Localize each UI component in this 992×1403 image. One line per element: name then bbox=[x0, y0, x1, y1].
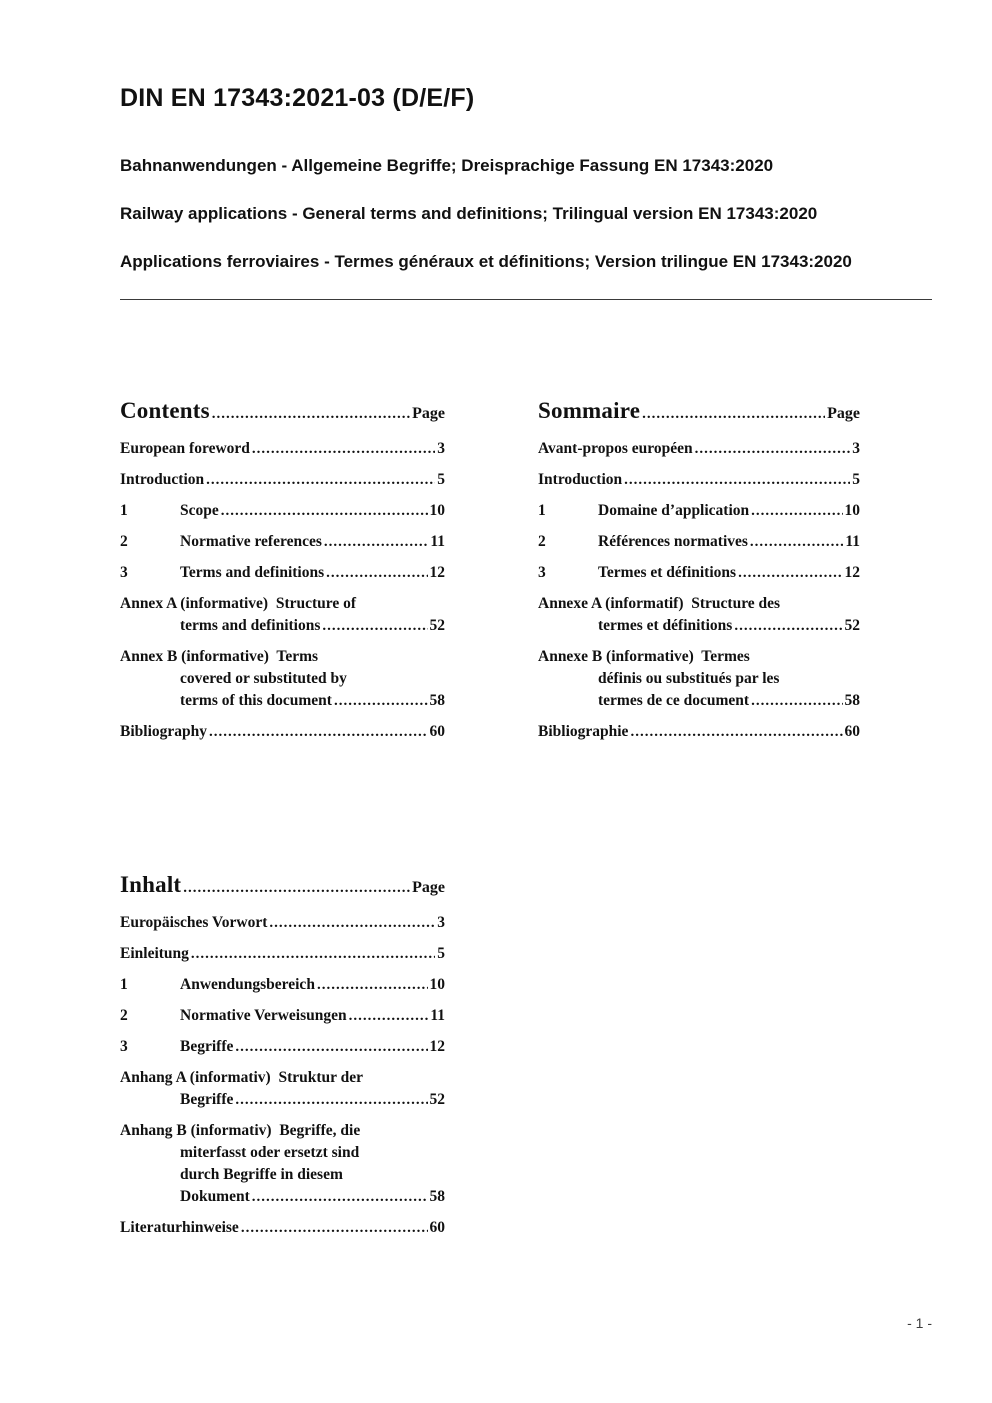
dot-leader bbox=[221, 500, 428, 522]
entry-page: 5 bbox=[852, 471, 860, 488]
toc-entry bbox=[120, 469, 445, 491]
entry-label: miterfasst oder ersetzt sind bbox=[180, 1144, 360, 1161]
entry-number: 1 bbox=[538, 502, 546, 519]
entry-label: Annex B (informative) Terms bbox=[120, 648, 319, 665]
entry-page: 52 bbox=[844, 617, 860, 634]
toc-entry bbox=[120, 1217, 445, 1239]
entry-page: 60 bbox=[429, 723, 445, 740]
toc-entry bbox=[120, 593, 445, 637]
entry-label: Annex A (informative) Structure of bbox=[120, 595, 357, 612]
toc-entry bbox=[538, 469, 860, 491]
dot-leader bbox=[209, 721, 428, 743]
doc-number: DIN EN 17343:2021-03 (D/E/F) bbox=[120, 84, 475, 112]
toc-entry bbox=[538, 593, 860, 637]
entry-number: 1 bbox=[120, 976, 128, 993]
entry-page: 12 bbox=[844, 564, 860, 581]
entry-label: Annexe B (informative) Termes bbox=[538, 648, 750, 665]
toc-title: Contents bbox=[120, 398, 210, 423]
entry-page: 5 bbox=[437, 945, 445, 962]
entry-page: 3 bbox=[852, 440, 860, 457]
dot-leader bbox=[322, 615, 427, 637]
dot-leader bbox=[751, 690, 842, 712]
title-german: Bahnanwendungen - Allgemeine Begriffe; Dreisprachige Fassung EN 17343:2020 bbox=[120, 156, 774, 175]
toc-entry bbox=[120, 1005, 445, 1027]
dot-leader bbox=[738, 562, 842, 584]
entry-page: 60 bbox=[429, 1219, 445, 1236]
toc-entry bbox=[120, 1036, 445, 1058]
toc-entry bbox=[120, 974, 445, 996]
page-column-label: Page bbox=[412, 879, 445, 896]
entry-number: 2 bbox=[538, 533, 546, 550]
toc-entry bbox=[120, 500, 445, 522]
page-footer bbox=[907, 1315, 932, 1331]
toc-entry bbox=[120, 943, 445, 965]
entry-label: termes et définitions bbox=[598, 617, 733, 634]
dot-leader bbox=[349, 1005, 429, 1027]
entry-label: Domaine d’application bbox=[598, 502, 750, 519]
toc-entry bbox=[120, 562, 445, 584]
toc-title: Inhalt bbox=[120, 872, 182, 897]
dot-leader bbox=[235, 1036, 427, 1058]
dot-leader bbox=[324, 531, 428, 553]
entry-page: 10 bbox=[429, 502, 445, 519]
entry-label: Introduction bbox=[120, 471, 205, 488]
toc-inhalt bbox=[120, 872, 445, 1248]
entry-label: Termes et définitions bbox=[598, 564, 737, 581]
page-column-label: Page bbox=[827, 405, 860, 422]
entry-page: 58 bbox=[429, 692, 445, 709]
entry-number: 1 bbox=[120, 502, 128, 519]
dot-leader bbox=[235, 1089, 427, 1111]
toc-header bbox=[120, 872, 445, 898]
toc-entry bbox=[120, 1120, 445, 1208]
entry-page: 12 bbox=[429, 564, 445, 581]
entry-number: 3 bbox=[120, 1038, 128, 1055]
entry-label: Terms and definitions bbox=[180, 564, 325, 581]
entry-page: 10 bbox=[844, 502, 860, 519]
entry-label: termes de ce document bbox=[598, 692, 750, 709]
toc-contents bbox=[120, 398, 445, 752]
toc-entry bbox=[538, 721, 860, 743]
entry-label: European foreword bbox=[120, 440, 250, 457]
entry-page: 60 bbox=[844, 723, 860, 740]
entry-label: terms of this document bbox=[180, 692, 332, 709]
entry-label: Avant-propos européen bbox=[538, 440, 693, 457]
dot-leader bbox=[206, 469, 435, 491]
toc-entry bbox=[120, 721, 445, 743]
dot-leader bbox=[630, 721, 842, 743]
entry-label: Références normatives bbox=[598, 533, 748, 550]
entry-label: Normative references bbox=[180, 533, 322, 550]
entry-page: 12 bbox=[429, 1038, 445, 1055]
entry-label: Bibliographie bbox=[538, 723, 629, 740]
toc-entry bbox=[120, 646, 445, 712]
entry-page: 3 bbox=[437, 440, 445, 457]
toc-entry bbox=[538, 500, 860, 522]
toc-header bbox=[538, 398, 860, 424]
entry-label: Begriffe bbox=[180, 1038, 234, 1055]
entry-label: Einleitung bbox=[120, 945, 189, 962]
toc-entry bbox=[120, 438, 445, 460]
entry-label: définis ou substitués par les bbox=[598, 670, 780, 687]
toc-entry bbox=[538, 438, 860, 460]
page-column-label: Page bbox=[412, 405, 445, 422]
dot-leader bbox=[695, 438, 851, 460]
entry-label: durch Begriffe in diesem bbox=[180, 1166, 343, 1183]
entry-number: 2 bbox=[120, 1007, 128, 1024]
dot-leader bbox=[269, 912, 435, 934]
toc-entry bbox=[120, 531, 445, 553]
toc-entry bbox=[538, 531, 860, 553]
entry-page: 11 bbox=[430, 1007, 445, 1024]
dot-leader bbox=[183, 879, 410, 897]
entry-page: 52 bbox=[429, 617, 445, 634]
entry-label: terms and definitions bbox=[180, 617, 321, 634]
entry-page: 52 bbox=[429, 1091, 445, 1108]
entry-label: Annexe A (informatif) Structure des bbox=[538, 595, 781, 612]
toc-sommaire bbox=[538, 398, 860, 752]
dot-leader bbox=[252, 1186, 428, 1208]
toc-entry bbox=[538, 646, 860, 712]
entry-label: Literaturhinweise bbox=[120, 1219, 239, 1236]
entry-label: Dokument bbox=[180, 1188, 250, 1205]
entry-label: Bibliography bbox=[120, 723, 207, 740]
entry-label: Normative Verweisungen bbox=[180, 1007, 347, 1024]
dot-leader bbox=[252, 438, 435, 460]
dot-leader bbox=[317, 974, 428, 996]
entry-label: covered or substituted by bbox=[180, 670, 347, 687]
toc-entry bbox=[538, 562, 860, 584]
dot-leader bbox=[334, 690, 428, 712]
title-french: Applications ferroviaires - Termes généraux et définitions; Version trilingue EN 17343:2020 bbox=[120, 252, 852, 271]
entry-page: 5 bbox=[437, 471, 445, 488]
dot-leader bbox=[751, 500, 842, 522]
entry-page: 11 bbox=[845, 533, 860, 550]
entry-page: 58 bbox=[844, 692, 860, 709]
page-number: - 1 - bbox=[907, 1315, 932, 1331]
entry-label: Europäisches Vorwort bbox=[120, 914, 268, 931]
entry-number: 3 bbox=[538, 564, 546, 581]
entry-page: 10 bbox=[429, 976, 445, 993]
entry-number: 3 bbox=[120, 564, 128, 581]
entry-label: Anhang A (informativ) Struktur der bbox=[120, 1069, 363, 1086]
toc-header bbox=[120, 398, 445, 424]
entry-label: Anwendungsbereich bbox=[180, 976, 315, 993]
entry-page: 58 bbox=[429, 1188, 445, 1205]
dot-leader bbox=[191, 943, 435, 965]
entry-label: Anhang B (informativ) Begriffe, die bbox=[120, 1122, 361, 1139]
toc-entry bbox=[120, 1067, 445, 1111]
entry-label: Begriffe bbox=[180, 1091, 234, 1108]
dot-leader bbox=[642, 405, 825, 423]
title-english: Railway applications - General terms and definitions; Trilingual version EN 17343:2020 bbox=[120, 204, 818, 223]
dot-leader bbox=[734, 615, 842, 637]
toc-title: Sommaire bbox=[538, 398, 641, 423]
dot-leader bbox=[212, 405, 410, 423]
dot-leader bbox=[241, 1217, 428, 1239]
header-rule bbox=[120, 299, 932, 300]
document-header bbox=[120, 84, 932, 300]
entry-number: 2 bbox=[120, 533, 128, 550]
entry-label: Scope bbox=[180, 502, 219, 519]
entry-page: 3 bbox=[437, 914, 445, 931]
dot-leader bbox=[624, 469, 850, 491]
toc-row-top bbox=[120, 398, 860, 752]
toc-row-bottom bbox=[120, 872, 445, 1248]
dot-leader bbox=[326, 562, 427, 584]
dot-leader bbox=[750, 531, 843, 553]
entry-label: Introduction bbox=[538, 471, 623, 488]
entry-page: 11 bbox=[430, 533, 445, 550]
toc-entry bbox=[120, 912, 445, 934]
